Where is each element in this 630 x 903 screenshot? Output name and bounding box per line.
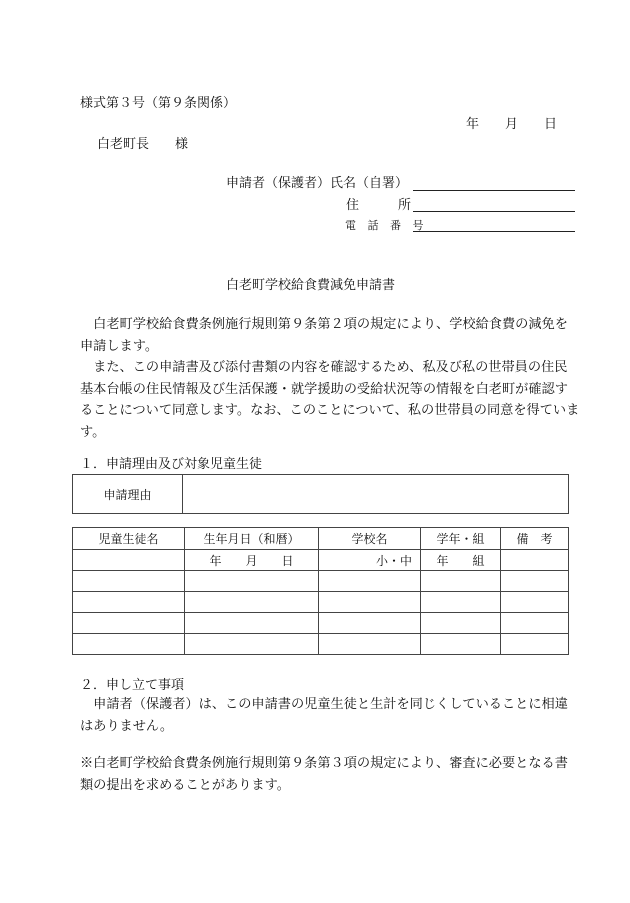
header-grade-class: 学年・組: [421, 528, 501, 550]
addressee: 白老町長 様: [97, 137, 189, 152]
cell-remarks[interactable]: [501, 571, 569, 592]
body-paragraph-1: 白老町学校給食費条例施行規則第９条第２項の規定により、学校給食費の減免を申請します。: [80, 317, 568, 354]
applicant-name-field[interactable]: [413, 190, 575, 191]
header-birth-date: 生年月日（和暦）: [185, 528, 319, 550]
applicant-name-label: 申請者（保護者）氏名（自署）: [226, 176, 409, 191]
cell-grade-class[interactable]: [421, 571, 501, 592]
note-text: ※白老町学校給食費条例施行規則第９条第３項の規定により、審査に必要となる書類の提出を求めることがあります。: [80, 756, 568, 793]
cell-birth-date[interactable]: 年 月 日: [185, 550, 319, 571]
cell-remarks[interactable]: [501, 592, 569, 613]
applicant-phone-label: 電 話 番 号: [345, 219, 428, 232]
cell-birth-date[interactable]: [185, 634, 319, 655]
cell-student-name[interactable]: [73, 550, 185, 571]
document-title: 白老町学校給食費減免申請書: [226, 278, 396, 293]
reason-table: [72, 474, 569, 514]
cell-student-name[interactable]: [73, 613, 185, 634]
cell-birth-date[interactable]: [185, 592, 319, 613]
form-number: 様式第３号（第９条関係）: [80, 96, 237, 111]
header-remarks: 備 考: [501, 528, 569, 550]
students-table: [72, 527, 569, 655]
cell-school-name[interactable]: [319, 634, 421, 655]
cell-student-name[interactable]: [73, 571, 185, 592]
applicant-phone-field[interactable]: [413, 231, 575, 232]
section2-heading: ２．申し立て事項: [80, 678, 185, 693]
cell-student-name[interactable]: [73, 634, 185, 655]
reason-label: 申請理由: [73, 475, 183, 514]
cell-grade-class[interactable]: [421, 634, 501, 655]
section1-heading: １．申請理由及び対象児童生徒: [80, 457, 263, 472]
cell-school-name[interactable]: [319, 571, 421, 592]
body-paragraph-2: また、この申請書及び添付書類の内容を確認するため、私及び私の世帯員の住民基本台帳の住民情報及び生活保護・就学援助の受給状況等の情報を白老町が確認することについて同意します。なお、このことについて、私の世帯員の同意を得ています。: [80, 360, 580, 440]
table-header-row: [73, 528, 569, 550]
cell-school-name[interactable]: [319, 592, 421, 613]
cell-birth-date[interactable]: [185, 571, 319, 592]
table-row: [73, 592, 569, 613]
table-row: [73, 550, 569, 571]
cell-school-name[interactable]: [319, 613, 421, 634]
cell-remarks[interactable]: [501, 634, 569, 655]
body-text: [80, 314, 580, 443]
header-student-name: 児童生徒名: [73, 528, 185, 550]
table-row: [73, 634, 569, 655]
cell-school-name[interactable]: 小・中: [319, 550, 421, 571]
applicant-address-label: 住 所: [346, 198, 412, 213]
cell-grade-class[interactable]: [421, 613, 501, 634]
applicant-address-field[interactable]: [413, 211, 575, 212]
reason-field[interactable]: [183, 475, 569, 514]
date-line: 年 月 日: [466, 117, 558, 132]
cell-remarks[interactable]: [501, 550, 569, 571]
table-row: [73, 571, 569, 592]
cell-grade-class[interactable]: 年 組: [421, 550, 501, 571]
header-school-name: 学校名: [319, 528, 421, 550]
cell-grade-class[interactable]: [421, 592, 501, 613]
section2-text: 申請者（保護者）は、この申請書の児童生徒と生計を同じくしていることに相違はありません。: [80, 697, 568, 734]
table-row: [73, 613, 569, 634]
cell-birth-date[interactable]: [185, 613, 319, 634]
cell-student-name[interactable]: [73, 592, 185, 613]
cell-remarks[interactable]: [501, 613, 569, 634]
